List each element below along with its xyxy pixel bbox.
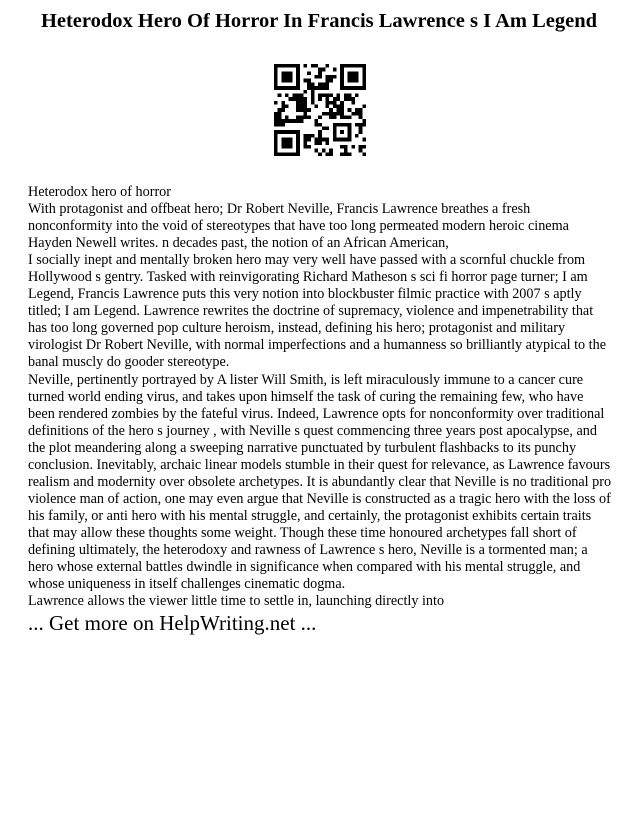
footer-link[interactable]: ... Get more on HelpWriting.net ... <box>28 611 317 635</box>
paragraph: Lawrence allows the viewer little time to settle in, launching directly into <box>28 593 445 610</box>
paragraph: Neville, pertinently portrayed by A lister Will Smith, is left miraculously immune to a cancer cure turned world ending virus, and takes upon himself the task of curing the remaining few, who have been rendered zombies by the fateful virus. Indeed, Lawrence opts for nonconformity over traditional definitions of the hero s journey , with Neville s quest commencing three years post apocalypse, and the plot meandering along a sweeping narrative punctuated by turbulent flashbacks to its punchy conclusion. Inevitably, archaic linear models stumble in their quest for relevance, as Lawrence favours realism and modernity over obsolete archetypes. It is abundantly clear that Neville is no traditional pro violence man of action, one may even argue that Neville is constructed as a tragic hero with the loss of his family, or anti hero with his mental struggle, and certainly, the protagonist exhibits certain traits that may allow these thoughts some weight. Though these time honoured archetypes fall short of defining ultimately, the heterodoxy and rawness of Lawrence s hero, Neville is a tormented man; a hero whose external battles dwindle in significance when compared with his mental struggle, and whose uniqueness in itself challenges cinematic dogma. <box>28 371 612 593</box>
qr-code-icon <box>274 64 366 156</box>
paragraph: With protagonist and offbeat hero; Dr Robert Neville, Francis Lawrence breathes a fresh nonconformity into the void of stereotypes that have too long permeated modern heroic cinema Hayden Newell writes. n decades past, the notion of an African American, <box>28 201 569 252</box>
paragraph: Heterodox hero of horror <box>28 184 172 200</box>
document-body <box>28 184 612 610</box>
paragraph: I socially inept and mentally broken hero may very well have passed with a scornful chuckle from Hollywood s gentry. Tasked with reinvigorating Richard Matheson s sci fi horror page turner; I am Legend, Francis Lawrence puts this very notion into blockbuster filmic practice with 2007 s aptly titled; I am Legend. Lawrence rewrites the doctrine of supremacy, violence and impenetrability that has too long governed pop culture heroism, instead, defining his hero; protagonist and military virologist Dr Robert Neville, with normal imperfections and a humanness so brilliantly atypical to the banal muscly do gooder stereotype. <box>28 252 607 371</box>
document-title: Heterodox Hero Of Horror In Francis Lawrence s I Am Legend <box>40 10 598 32</box>
